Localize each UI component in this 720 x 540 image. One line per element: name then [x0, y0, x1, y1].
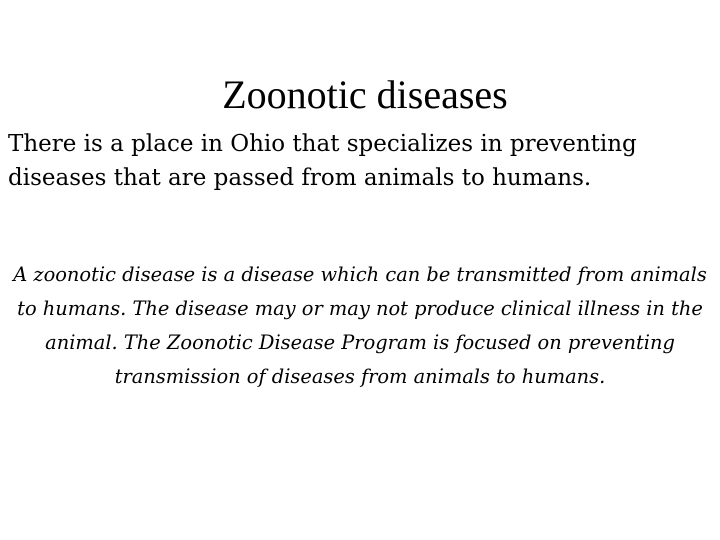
- definition-paragraph: [8, 258, 712, 394]
- definition-line: A zoonotic disease is a disease which can be transmitted from animals: [13, 263, 707, 286]
- definition-line: to humans. The disease may or may not produce clinical illness in the: [17, 297, 703, 320]
- intro-paragraph: There is a place in Ohio that specializes in preventing diseases that are passed from animals to humans.: [8, 131, 637, 191]
- definition-line: transmission of diseases from animals to humans.: [114, 365, 606, 388]
- definition-line: animal. The Zoonotic Disease Program is focused on preventing: [45, 331, 675, 354]
- slide-title: Zoonotic diseases: [222, 72, 508, 117]
